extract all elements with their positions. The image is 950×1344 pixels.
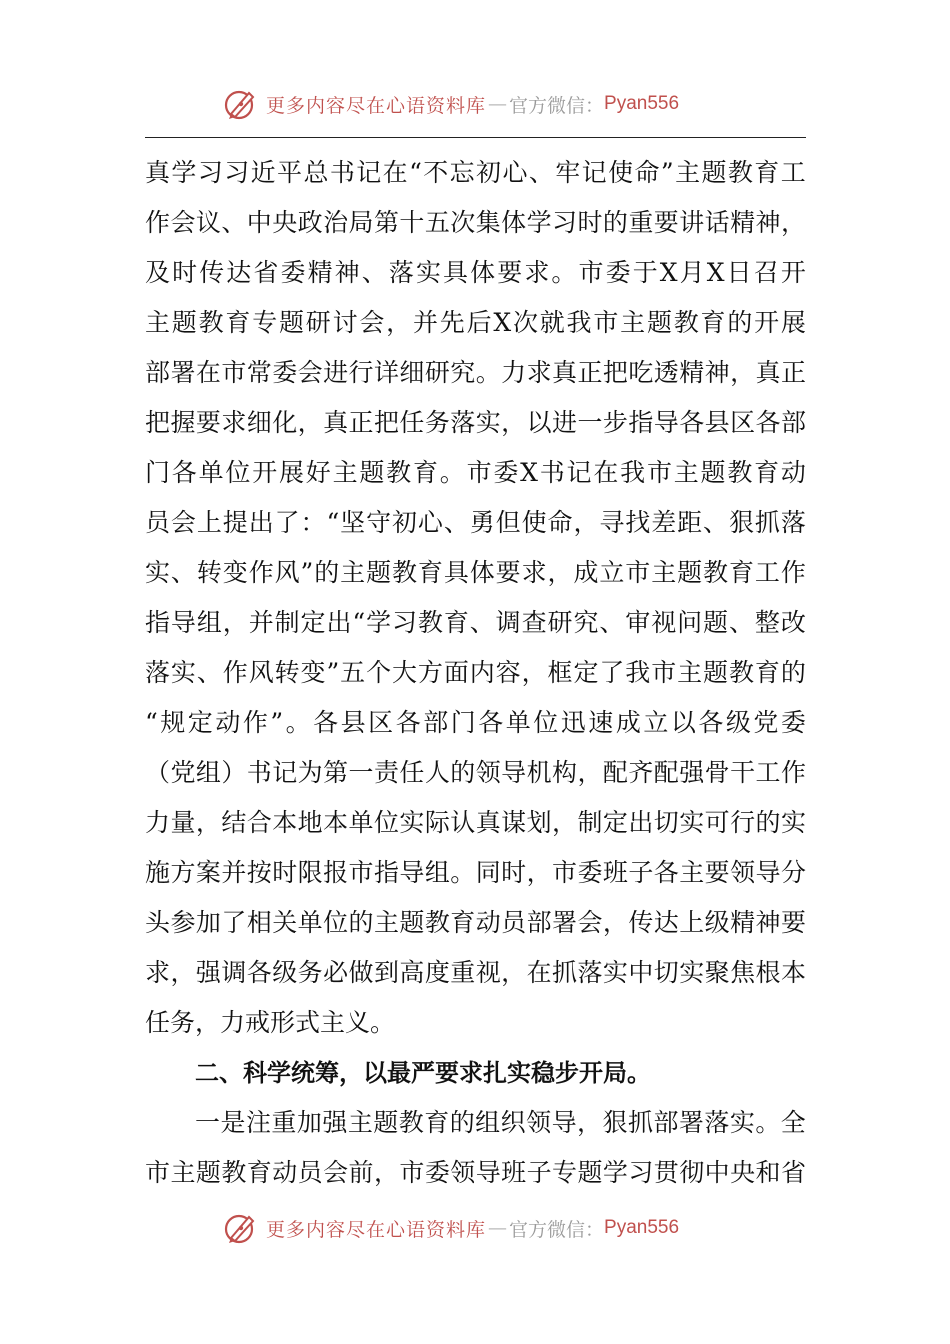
text-line: 真 学 习 习 近 平 总 书 记 在 “ 不 忘 初 心 、 牢 记 使 命 ” 主 题 教 育 工 [145, 158, 806, 187]
text-line: 施 方 案 并 按 时 限 报 市 指 导 组 。 同 时 ， 市 委 班 子 各 主 要 领 导 分 [145, 858, 806, 887]
text-line: （ 党 组 ） 书 记 为 第 一 责 任 人 的 领 导 机 构 ， 配 齐 配 强 骨 干 工 作 [145, 758, 806, 787]
header-watermark [222, 84, 679, 124]
paragraph-1 [145, 148, 806, 1048]
header-rule [145, 137, 806, 138]
watermark-text: 更多内容尽在心语资料库 [266, 1218, 487, 1241]
text-line: 及 时 传 达 省 委 精 神 、 落 实 具 体 要 求 。 市 委 于 X 月 X 日 召 开 [145, 258, 806, 287]
watermark-label: 官方微信： [509, 1218, 605, 1241]
text-line: 市 主 题 教 育 动 员 会 前 ， 市 委 领 导 班 子 专 题 学 习 贯 彻 中 央 和 省 [145, 1158, 806, 1187]
text-line: 部 署 在 市 常 委 会 进 行 详 细 研 究 。 力 求 真 正 把 吃 透 精 神 ， 真 正 [145, 358, 806, 387]
watermark-text: 更多内容尽在心语资料库 [266, 94, 487, 117]
document-body [145, 148, 806, 1198]
text-line: 主 题 教 育 专 题 研 讨 会 ， 并 先 后 X 次 就 我 市 主 题 教 育 的 开 展 [145, 308, 806, 337]
paragraph-2 [145, 1098, 806, 1198]
section-heading: 二、科学统筹，以最严要求扎实稳步开局。 [195, 1059, 651, 1087]
text-line: 头 参 加 了 相 关 单 位 的 主 题 教 育 动 员 部 署 会 ， 传 达 上 级 精 神 要 [145, 908, 806, 937]
watermark-separator: — [488, 1217, 508, 1239]
pen-nib-circle-icon [222, 1209, 260, 1247]
footer-watermark [222, 1208, 679, 1248]
text-line: 作 会 议 、 中 央 政 治 局 第 十 五 次 集 体 学 习 时 的 重 要 讲 话 精 神 ， [145, 208, 806, 237]
text-line: 指 导 组 ， 并 制 定 出 “ 学 习 教 育 、 调 查 研 究 、 审 视 问 题 、 整 改 [145, 608, 806, 637]
text-line: 落 实 、 作 风 转 变 ” 五 个 大 方 面 内 容 ， 框 定 了 我 市 主 题 教 育 的 [145, 658, 806, 687]
watermark-id: Pyan556 [604, 1217, 680, 1238]
text-line: 任务，力戒形式主义。 [145, 1008, 396, 1037]
watermark-id: Pyan556 [604, 93, 680, 114]
text-line: 求 ， 强 调 各 级 务 必 做 到 高 度 重 视 ， 在 抓 落 实 中 切 实 聚 焦 根 本 [145, 958, 806, 987]
text-line: 一 是 注 重 加 强 主 题 教 育 的 组 织 领 导 ， 狠 抓 部 署 落 实 。 全 [195, 1108, 806, 1137]
text-line: 门 各 单 位 开 展 好 主 题 教 育 。 市 委 X 书 记 在 我 市 主 题 教 育 动 [145, 458, 806, 487]
text-line: 力 量 ， 结 合 本 地 本 单 位 实 际 认 真 谋 划 ， 制 定 出 切 实 可 行 的 实 [145, 808, 806, 837]
text-line: 实 、 转 变 作 风 ” 的 主 题 教 育 具 体 要 求 ， 成 立 市 主 题 教 育 工 作 [145, 558, 806, 587]
watermark-label: 官方微信： [509, 94, 605, 117]
text-line: 员 会 上 提 出 了 ： “ 坚 守 初 心 、 勇 但 使 命 ， 寻 找 差 距 、 狠 抓 落 [145, 508, 806, 537]
pen-nib-circle-icon [222, 85, 260, 123]
text-line: 把 握 要 求 细 化 ， 真 正 把 任 务 落 实 ， 以 进 一 步 指 导 各 县 区 各 部 [145, 408, 806, 437]
text-line: “ 规 定 动 作 ” 。 各 县 区 各 部 门 各 单 位 迅 速 成 立 以 各 级 党 委 [145, 708, 806, 737]
watermark-separator: — [488, 93, 508, 115]
